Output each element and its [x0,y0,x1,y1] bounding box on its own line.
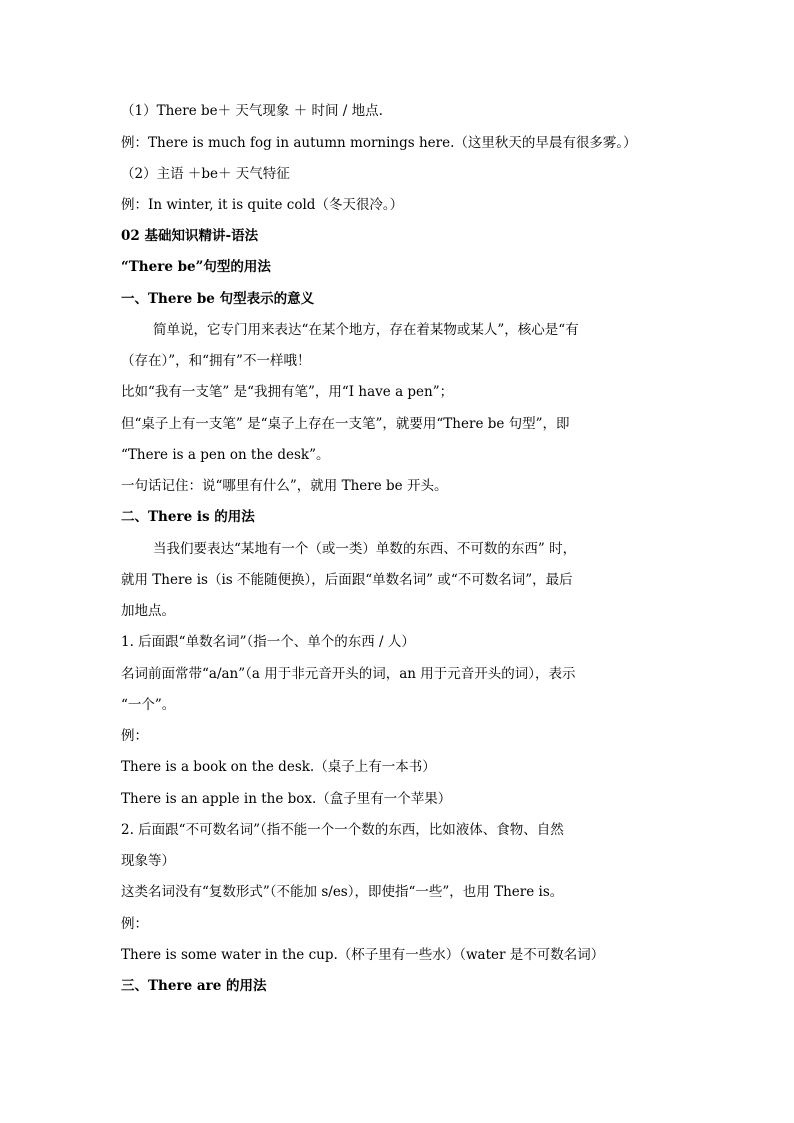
subsection-heading-2: 二、There is 的用法 [121,509,255,525]
paragraph-line: 现象等） [121,853,175,869]
paragraph-line: 这类名词没有“复数形式”（不能加 s/es），即使指“一些”，也用 There is。 [121,884,564,900]
list-item-heading: 1. 后面跟“单数名词”（指一个、单个的东西 / 人） [121,634,415,650]
rule-2-heading: （2）主语 ＋be＋ 天气特征 [121,166,290,182]
subsection-heading-1: 一、There be 句型表示的意义 [121,291,315,307]
topic-heading: “There be”句型的用法 [121,259,271,275]
example-line: There is some water in the cup.（杯子里有一些水）（water 是不可数名词） [121,947,605,963]
paragraph-line: 但“桌子上有一支笔” 是“桌子上存在一支笔”，就要用“There be 句型”，即 [121,416,570,432]
paragraph-line: 比如“我有一支笔” 是“我拥有笔”，用“I have a pen”； [121,384,454,400]
paragraph-line: 当我们要表达“某地有一个（或一类）单数的东西、不可数的东西” 时， [153,541,577,557]
section-heading: 02 基础知识精讲-语法 [121,228,259,244]
example-label: 例： [121,916,148,932]
subsection-heading-3: 三、There are 的用法 [121,978,267,994]
example-line: There is an apple in the box.（盒子里有一个苹果） [121,791,452,807]
rule-1-heading: （1）There be＋ 天气现象 ＋ 时间 / 地点. [121,103,383,119]
paragraph-line: 加地点。 [121,603,175,619]
paragraph-line: 一句话记住：说“哪里有什么”，就用 There be 开头。 [121,478,448,494]
example-label: 例： [121,728,148,744]
paragraph-line: 简单说，它专门用来表达“在某个地方，存在着某物或某人”，核心是“有 [153,322,579,338]
example-line: 例：In winter, it is quite cold（冬天很冷。） [121,197,404,213]
example-line: There is a book on the desk.（桌子上有一本书） [121,759,436,775]
paragraph-line: “一个”。 [121,697,176,713]
example-line: 例：There is much fog in autumn mornings here.（这里秋天的早晨有很多雾。） [121,135,637,151]
paragraph-line: 名词前面常带“a/an”（a 用于非元音开头的词，an 用于元音开头的词），表示 [121,666,576,682]
list-item-heading: 2. 后面跟“不可数名词”（指不能一个一个数的东西，比如液体、食物、自然 [121,822,564,838]
paragraph-line: 就用 There is（is 不能随便换），后面跟“单数名词” 或“不可数名词”，最后 [121,572,573,588]
paragraph-line: （存在）”，和“拥有”不一样哦！ [121,353,311,369]
paragraph-line: “There is a pen on the desk”。 [121,447,330,463]
